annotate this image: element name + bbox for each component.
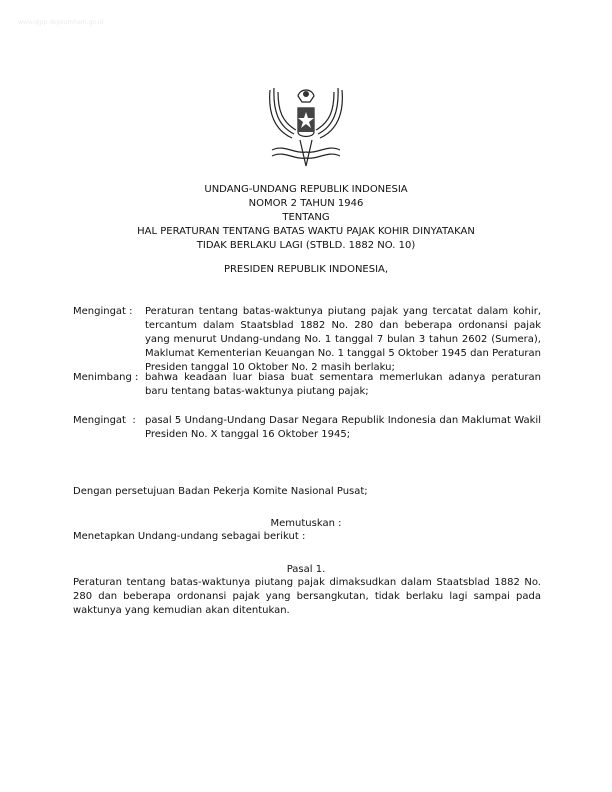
decision-heading: Memutuskan :: [270, 518, 342, 529]
consideration-mengingat-2: [73, 414, 541, 442]
law-subject-line-1: HAL PERATURAN TENTANG BATAS WAKTU PAJAK KOHIR DINYATAKAN: [137, 226, 475, 237]
article-text: Peraturan tentang batas-waktunya piutang pajak dimaksudkan dalam Staatsblad 1882 No. 280 dan beberapa ordonansi pajak yang bersangkutan, tidak berlaku lagi sampai pada waktunya yang kemudian akan ditentukan.: [73, 577, 541, 616]
consideration-text: pasal 5 Undang-Undang Dasar Negara Republik Indonesia dan Maklumat Wakil Presiden No. X tanggal 16 Oktober 1945;: [145, 415, 541, 440]
law-title-line-1: UNDANG-UNDANG REPUBLIK INDONESIA: [204, 184, 408, 195]
watermark-url: www.djpp.depkumham.go.id: [18, 19, 104, 26]
law-number: NOMOR 2 TAHUN 1946: [248, 198, 364, 209]
consideration-menimbang: [73, 371, 541, 399]
garuda-emblem-icon: [264, 82, 348, 174]
article-title: Pasal 1.: [286, 564, 326, 575]
consideration-label: Mengingat :: [73, 306, 133, 317]
law-tentang: TENTANG: [282, 212, 330, 223]
consideration-label: Menimbang :: [73, 372, 139, 383]
approval-statement: Dengan persetujuan Badan Pekerja Komite Nasional Pusat;: [73, 486, 368, 497]
consideration-text: bahwa keadaan luar biasa buat sementara memerlukan adanya peraturan baru tentang batas-waktunya piutang pajak;: [145, 372, 541, 397]
consideration-text: Peraturan tentang batas-waktunya piutang pajak yang tercatat dalam kohir, tercantum dalam Staatsblad 1882 No. 280 dan beberapa ordonansi pajak yang menurut Undang-undang No. 1 tanggal 7 bulan 3 tahun 2602 (Sumera), Maklumat Kementerian Keuangan No. 1 tanggal 5 Oktober 1945 dan Peraturan Presiden tanggal 10 Oktober No. 2 masih berlaku;: [145, 306, 541, 373]
consideration-label: Mengingat :: [73, 415, 136, 426]
enactment-statement: Menetapkan Undang-undang sebagai berikut :: [73, 531, 306, 542]
law-subject-line-2: TIDAK BERLAKU LAGI (STBLD. 1882 NO. 10): [196, 240, 416, 251]
consideration-mengingat-1: [73, 305, 541, 375]
president-heading: PRESIDEN REPUBLIK INDONESIA,: [223, 264, 389, 275]
